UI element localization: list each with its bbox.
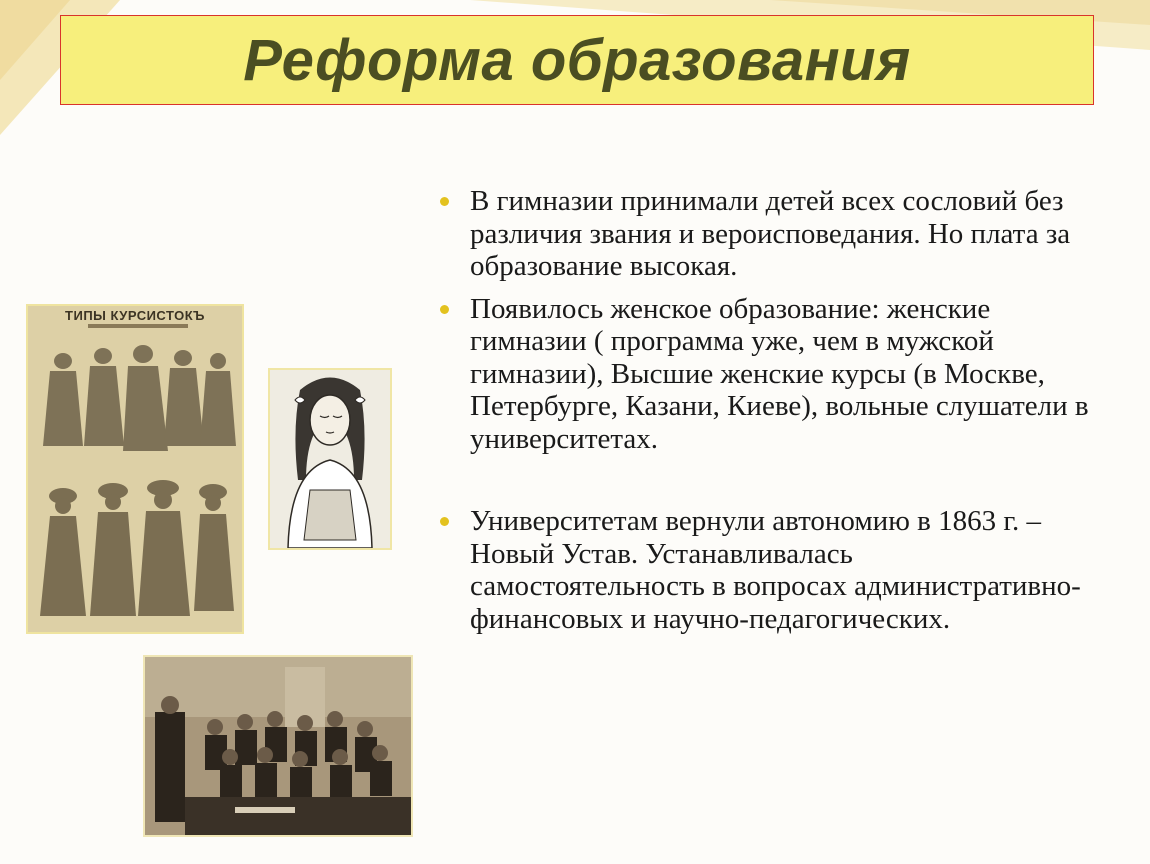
schoolgirl-image (268, 368, 392, 550)
bullet-women-education: Появилось женское образование: женские гимназии ( программа уже, чем в мужской гимназии), Высшие женские курсы (в Москве, Петербурге, Казани, Киеве), вольные слушатели в университетах. (440, 293, 1090, 456)
caricature-drawing (28, 306, 242, 632)
bullet-university-autonomy: Университетам вернули автономию в 1863 г. – Новый Устав. Устанавливалась самостоятельность в вопросах административно-финансовых и научно-педагогических. (440, 505, 1090, 635)
schoolgirl-drawing (270, 370, 390, 548)
title-banner (60, 15, 1094, 105)
caricature-image (26, 304, 244, 634)
classroom-photo (143, 655, 413, 837)
slide-title: Реформа образования (243, 27, 911, 93)
classroom-photo-drawing (145, 657, 411, 835)
caricature-caption: ТИПЫ КУРСИСТОКЪ (65, 308, 205, 323)
bullet-gymnasium-admission: В гимназии принимали детей всех сословий без различия звания и вероисповедания. Но плата за образование высокая. (440, 185, 1090, 283)
bullet-list (440, 185, 1090, 635)
